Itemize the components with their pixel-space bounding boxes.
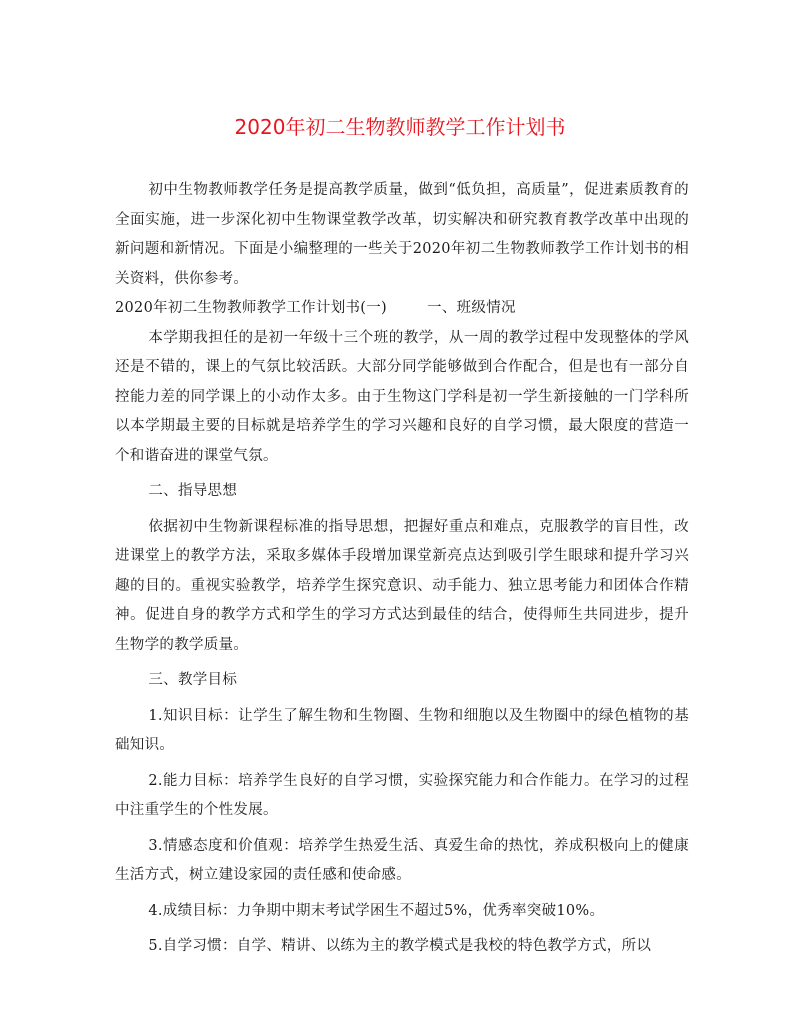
goal-attitude: 3.情感态度和价值观：培养学生热爱生活、真爱生命的热忱，养成积极向上的健康生活方式，树立建设家园的责任感和使命感。 xyxy=(115,837,689,883)
intro-paragraph: 初中生物教师教学任务是提高教学质量，做到“低负担，高质量”，促进素质教育的全面实施，进一步深化初中生物课堂教学改革，切实解决和研究教育教学改革中出现的新问题和新情况。下面是小编整理的一些关于2020年初二生物教师教学工作计划书的相关资料，供你参考。 xyxy=(115,182,689,287)
goal-knowledge: 1.知识目标：让学生了解生物和生物圈、生物和细胞以及生物圈中的绿色植物的基础知识。 xyxy=(115,707,689,753)
goal-ability: 2.能力目标：培养学生良好的自学习惯，实验探究能力和合作能力。在学习的过程中注重学生的个性发展。 xyxy=(115,772,689,818)
section2-heading: 二、指导思想 xyxy=(148,483,238,499)
document-title: 2020年初二生物教师教学工作计划书 xyxy=(234,115,566,139)
plan-heading-line xyxy=(115,294,689,324)
section1-paragraph: 本学期我担任的是初一年级十三个班的教学，从一周的教学过程中发现整体的学风还是不错的，课上的气氛比较活跃。大部分同学能够做到合作配合，但是也有一部分自控能力差的同学课上的小动作太多。由于生物这门学科是初一学生新接触的一门学科所以本学期最主要的目标就是培养学生的学习兴趣和良好的自学习惯，最大限度的营造一个和谐奋进的课堂气氛。 xyxy=(115,329,689,464)
section1-heading: 一、班级情况 xyxy=(427,300,516,316)
section3-heading: 三、教学目标 xyxy=(148,672,238,688)
document-body xyxy=(115,176,689,962)
goal-self-study: 5.自学习惯：自学、精讲、以练为主的教学模式是我校的特色教学方式，所以 xyxy=(148,938,652,954)
goal-score: 4.成绩目标：力争期中期末考试学困生不超过5%，优秀率突破10%。 xyxy=(148,902,605,919)
plan-heading: 2020年初二生物教师教学工作计划书(一) xyxy=(115,300,388,316)
section2-paragraph: 依据初中生物新课程标准的指导思想，把握好重点和难点，克服教学的盲目性，改进课堂上的教学方法，采取多媒体手段增加课堂新亮点达到吸引学生眼球和提升学习兴趣的目的。重视实验教学，培养学生探究意识、动手能力、独立思考能力和团体合作精神。促进自身的教学方式和学生的学习方式达到最佳的结合，使得师生共同进步，提升生物学的教学质量。 xyxy=(115,518,689,653)
